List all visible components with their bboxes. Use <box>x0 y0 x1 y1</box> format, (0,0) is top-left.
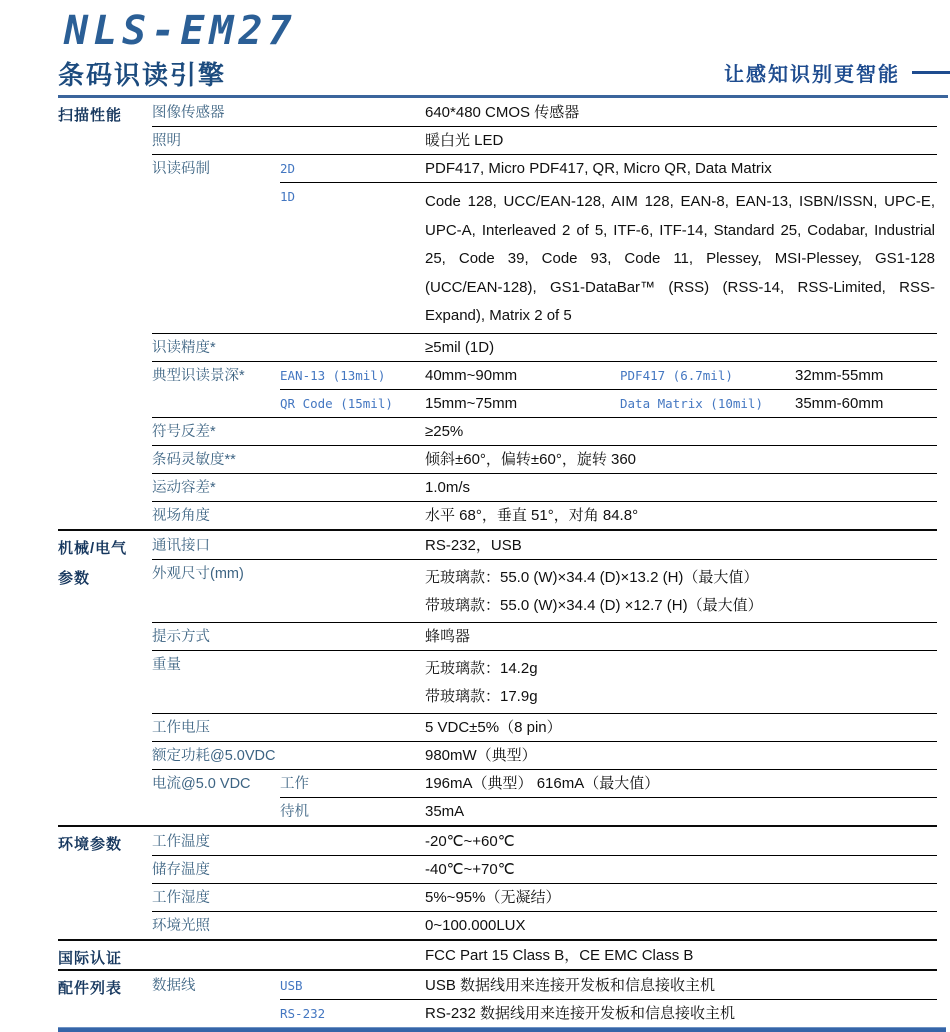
row-value: ≥25% <box>425 422 464 440</box>
table-row <box>152 389 937 417</box>
row-label: 运动容差* <box>152 479 216 496</box>
row-value: Code 128, UCC/EAN-128, AIM 128, EAN-8, EAN-13, ISBN/ISSN, UPC-E, UPC-A, Interleaved 2 of 5, ITF-6, ITF-14, Standard 25, Codabar, Industrial 25, Code 39, Code 93, Code 11, Plessey, MSI-Plessey, GS1-128 (UCC/EAN-128), GS1-DataBar™ (RSS) (RSS-14, RSS-Limited, RSS-Expand), Matrix 2 of 5 <box>425 193 935 324</box>
row-label: 额定功耗@5.0VDC <box>152 747 276 764</box>
table-row <box>152 154 937 182</box>
section-title: 扫描性能 <box>58 107 123 124</box>
row-value: FCC Part 15 Class B，CE EMC Class B <box>425 946 694 964</box>
section-rows <box>152 531 937 825</box>
row-value: 640*480 CMOS 传感器 <box>425 104 580 121</box>
row-sublabel: PDF417 (6.7mil) <box>620 367 733 383</box>
row-label: 典型识读景深* <box>152 367 245 384</box>
table-row <box>152 445 937 473</box>
row-value: 倾斜±60°，偏转±60°，旋转 360 <box>425 450 637 468</box>
row-label: 识读精度* <box>152 339 216 356</box>
section-rows <box>152 941 937 969</box>
row-label: 环境光照 <box>152 917 210 934</box>
row-value: ≥5mil (1D) <box>425 338 495 356</box>
row-value-line: 带玻璃款：17.9g <box>425 687 538 705</box>
table-row <box>152 333 937 361</box>
row-value: RS-232，USB <box>425 536 522 554</box>
row-label: 符号反差* <box>152 423 216 440</box>
row-value: 15mm~75mm <box>425 394 518 412</box>
row-label-spacer <box>152 941 425 948</box>
section-title: 机械/电气参数 <box>58 539 128 587</box>
row-label-spacer <box>152 389 280 396</box>
table-row <box>152 98 937 126</box>
section-certifications <box>58 939 937 969</box>
row-sublabel: EAN-13 (13mil) <box>280 367 386 383</box>
row-sublabel: 1D <box>280 189 296 204</box>
table-row <box>152 126 937 154</box>
table-row <box>152 361 937 389</box>
row-value-multiline <box>425 559 937 622</box>
row-value: 水平 68°，垂直 51°，对角 84.8° <box>425 506 639 524</box>
row-sublabel: RS-232 <box>280 1005 326 1021</box>
row-value: USB 数据线用来连接开发板和信息接收主机 <box>425 976 716 994</box>
table-row <box>152 855 937 883</box>
row-label: 外观尺寸(mm) <box>152 565 244 582</box>
product-model-title: NLS-EM27 <box>64 8 297 54</box>
bottom-rule <box>58 1027 946 1032</box>
row-label: 工作温度 <box>152 833 210 850</box>
row-value: PDF417, Micro PDF417, QR, Micro QR, Data Matrix <box>425 160 772 177</box>
table-row <box>152 622 937 650</box>
row-label: 提示方式 <box>152 628 210 645</box>
row-value: 1.0m/s <box>425 478 471 496</box>
header-subtitle-row <box>58 58 950 91</box>
row-label: 识读码制 <box>152 161 210 177</box>
table-row <box>152 713 937 741</box>
row-label: 储存温度 <box>152 861 210 878</box>
table-row <box>152 911 937 939</box>
row-sublabel: QR Code (15mil) <box>280 395 393 411</box>
table-row <box>152 883 937 911</box>
section-rows <box>152 827 937 939</box>
row-label-spacer <box>152 182 280 189</box>
brand-tagline: 让感知识别更智能 <box>724 64 900 86</box>
row-value: 暖白光 LED <box>425 132 504 149</box>
row-value: 蜂鸣器 <box>425 627 471 645</box>
tagline-dash <box>912 71 950 74</box>
row-label: 数据线 <box>152 977 196 994</box>
section-title: 配件列表 <box>58 979 123 997</box>
row-value: 5%~95%（无凝结） <box>425 888 561 906</box>
row-sublabel: 待机 <box>280 803 309 820</box>
section-accessories <box>58 969 937 1027</box>
row-value-line: 无玻璃款：55.0 (W)×34.4 (D)×13.2 (H)（最大值） <box>425 568 759 586</box>
row-value: 0~100.000LUX <box>425 916 526 934</box>
row-value: -40℃~+70℃ <box>425 860 515 878</box>
section-title: 环境参数 <box>58 835 123 853</box>
product-subtitle: 条码识读引擎 <box>58 60 227 90</box>
row-label: 重量 <box>152 656 181 673</box>
row-value: 32mm-55mm <box>795 366 884 384</box>
row-value-line: 带玻璃款：55.0 (W)×34.4 (D) ×12.7 (H)（最大值） <box>425 596 763 614</box>
table-row <box>152 797 937 825</box>
row-value-line: 无玻璃款：14.2g <box>425 659 538 677</box>
row-value: 35mm-60mm <box>795 394 884 412</box>
row-value: -20℃~+60℃ <box>425 832 515 850</box>
spec-table <box>58 98 937 1027</box>
table-row <box>152 769 937 797</box>
section-title: 国际认证 <box>58 949 123 967</box>
section-rows <box>152 971 937 1027</box>
row-label: 工作电压 <box>152 719 210 736</box>
table-row <box>152 182 937 333</box>
row-value: RS-232 数据线用来连接开发板和信息接收主机 <box>425 1004 736 1022</box>
row-sublabel: Data Matrix (10mil) <box>620 395 763 411</box>
row-value-multiline <box>425 650 937 713</box>
table-row <box>152 531 937 559</box>
row-label: 工作湿度 <box>152 889 210 906</box>
row-label: 图像传感器 <box>152 105 225 121</box>
row-label-spacer <box>152 999 280 1006</box>
row-sublabel: USB <box>280 977 303 993</box>
section-environment <box>58 825 937 939</box>
section-rows <box>152 98 937 529</box>
table-row <box>152 559 937 622</box>
table-row <box>152 741 937 769</box>
row-label: 视场角度 <box>152 507 210 524</box>
table-row <box>152 650 937 713</box>
table-row <box>152 501 937 529</box>
row-value: 40mm~90mm <box>425 366 518 384</box>
page-header <box>0 0 950 91</box>
table-row <box>152 827 937 855</box>
row-label: 通讯接口 <box>152 537 210 554</box>
row-label: 照明 <box>152 133 181 149</box>
row-value: 35mA <box>425 802 465 820</box>
row-value: 196mA（典型） 616mA（最大值） <box>425 774 660 792</box>
table-row <box>152 941 937 969</box>
section-scan-performance <box>58 98 937 529</box>
row-sublabel: 工作 <box>280 775 309 792</box>
table-row <box>152 473 937 501</box>
row-value: 5 VDC±5%（8 pin） <box>425 718 562 736</box>
tagline-wrap <box>724 58 950 87</box>
row-label-spacer <box>152 797 280 804</box>
table-row <box>152 417 937 445</box>
table-row <box>152 999 937 1027</box>
section-mechanical-electrical <box>58 529 937 825</box>
row-value: 980mW（典型） <box>425 746 537 764</box>
table-row <box>152 971 937 999</box>
row-label: 电流@5.0 VDC <box>152 775 251 792</box>
row-sublabel: 2D <box>280 161 296 176</box>
row-label: 条码灵敏度** <box>152 451 236 468</box>
